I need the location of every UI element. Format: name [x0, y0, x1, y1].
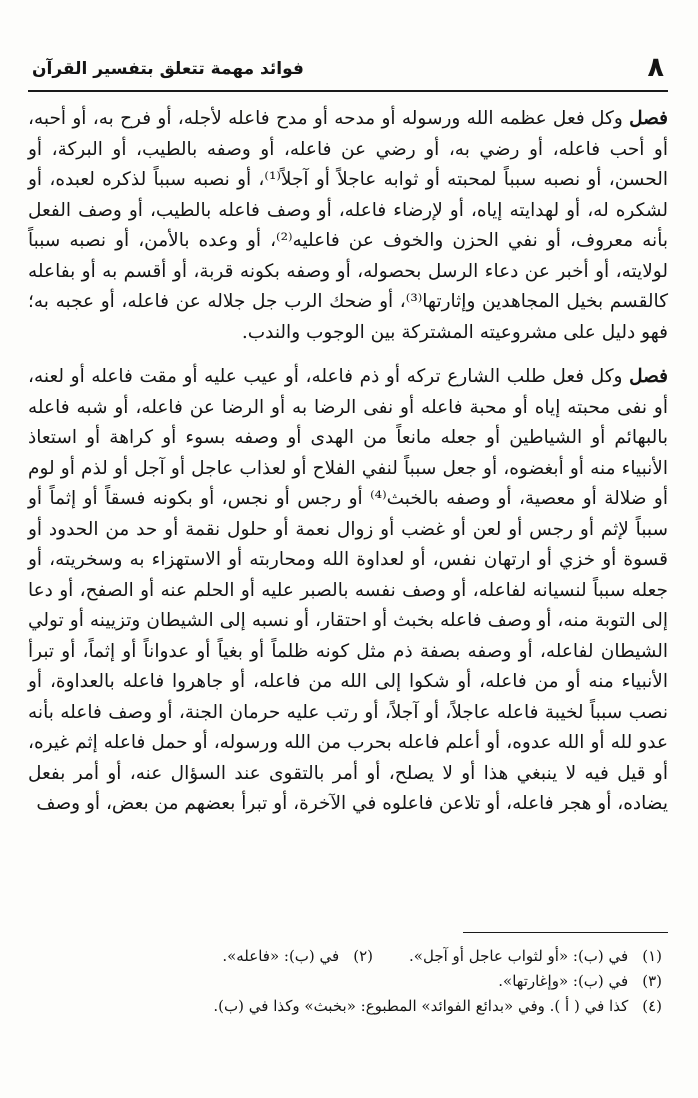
footnote-row: [28, 944, 662, 969]
footnote-text: في (ب): «وإغارتها».: [498, 972, 629, 990]
paragraph-1: [28, 104, 668, 348]
footnote-text: في (ب): «أو لثواب عاجل أو آجل».: [409, 947, 629, 965]
running-title: فوائد مهمة تتعلق بتفسير القرآن: [32, 59, 304, 79]
paragraph-text: وكل فعل عظمه الله ورسوله أو مدحه أو مدح فاعله لأجله، أو فرح به، أو أحبه، أو أحب فاعله، أو رضي به، أو رضي عن فاعله، أو وصفه بالطيب، أو البركة، أو الحسن، أو نصبه سبباً لمحبته أو ثوابه عاجلاً أو آجلاً⁽¹⁾، أو نصبه سبباً لذكره لعبده، أو لشكره له، أو لهدايته إياه، أو لإرضاء فاعله، أو وصف فاعله بالطيب، أو وصف الفعل بأنه معروف، أو نفي الحزن والخوف عن فاعليه⁽²⁾، أو وعده بالأمن، أو نصبه سبباً لولايته، أو أخبر عن دعاء الرسل بحصوله، أو وصفه بكونه قربة، أو أقسم به أو بفاعله كالقسم بخيل المجاهدين وإثارتها⁽³⁾، أو ضحك الرب جل جلاله عن فاعله، أو عجبه به؛ فهو دليل على مشروعيته المشتركة بين الوجوب والندب.: [28, 108, 669, 343]
section-lead-word: فصل: [629, 366, 668, 387]
footnote-number: (٢): [353, 947, 374, 965]
footnote-number: (٣): [642, 972, 662, 990]
page-header: [28, 50, 668, 92]
paragraph-text: وكل فعل طلب الشارع تركه أو ذم فاعله، أو عيب عليه أو مقت فاعله أو لعنه، أو نفى محبته إياه أو محبة فاعله أو نفى الرضا به أو الرضا عن فاعله، أو شبه فاعله بالبهائم أو الشياطين أو جعله مانعاً من الهدى أو وصفه بسوء أو كراهة أو استعاذ الأنبياء منه أو أبغضوه، أو جعل سبباً لنفي الفلاح أو لعذاب عاجل أو آجل أو لذم أو لوم أو ضلالة أو معصية، أو وصفه بالخبث⁽⁴⁾ أو رجس أو نجس، أو بكونه فسقاً أو إثماً أو سبباً لإثم أو رجس أو لعن أو غضب أو زوال نعمة أو حلول نقمة أو حد من الحدود أو قسوة أو خزي أو ارتهان نفس، أو لعداوة الله ومحاربته أو الاستهزاء به وسخريته، أو جعله سبباً لنسيانه لفاعله، أو وصف نفسه بالصبر عليه أو الحلم عنه أو الصفح، أو دعا إلى التوبة منه، أو وصف فاعله بخبث أو احتقار، أو نسبه إلى الشيطان وتزيينه أو تولي الشيطان لفاعله، أو وصفه بصفة ذم مثل كونه ظلماً أو بغياً أو عدواناً أو إثماً، أو تبرأ الأنبياء منه أو من فاعله، أو شكوا إلى الله من فاعله، أو جاهروا فاعله بالعداوة، أو نصب سبباً لخيبة فاعله عاجلاً، أو آجلاً، أو رتب عليه حرمان الجنة، أو وصف فاعله بأنه عدو لله أو الله عدوه، أو أعلم فاعله بحرب من الله ورسوله، أو حمل فاعله إثم غيره، أو قيل فيه لا ينبغي هذا أو لا يصلح، أو أمر بالتقوى عند السؤال عنه، أو أمر بفعل يضاده، أو هجر فاعله، أو تلاعن فاعلوه في الآخرة، أو تبرأ بعضهم من بعض، أو وصف: [28, 366, 669, 814]
main-text: [28, 104, 668, 820]
paragraph-2: [28, 362, 668, 820]
footnote-row: [28, 994, 662, 1019]
page-number: ٨: [647, 52, 664, 83]
footnote-text: كذا في ( أ ). وفي «بدائع الفوائد» المطبوع: «بخبث» وكذا في (ب).: [213, 997, 629, 1015]
footnote-number: (٤): [642, 997, 662, 1015]
footnotes: [28, 944, 662, 1019]
footnote-divider: [463, 932, 668, 933]
footnote-text: في (ب): «فاعله».: [222, 947, 340, 965]
footnote-number: (١): [642, 947, 662, 965]
section-lead-word: فصل: [629, 108, 668, 129]
footnote-row: [28, 969, 662, 994]
